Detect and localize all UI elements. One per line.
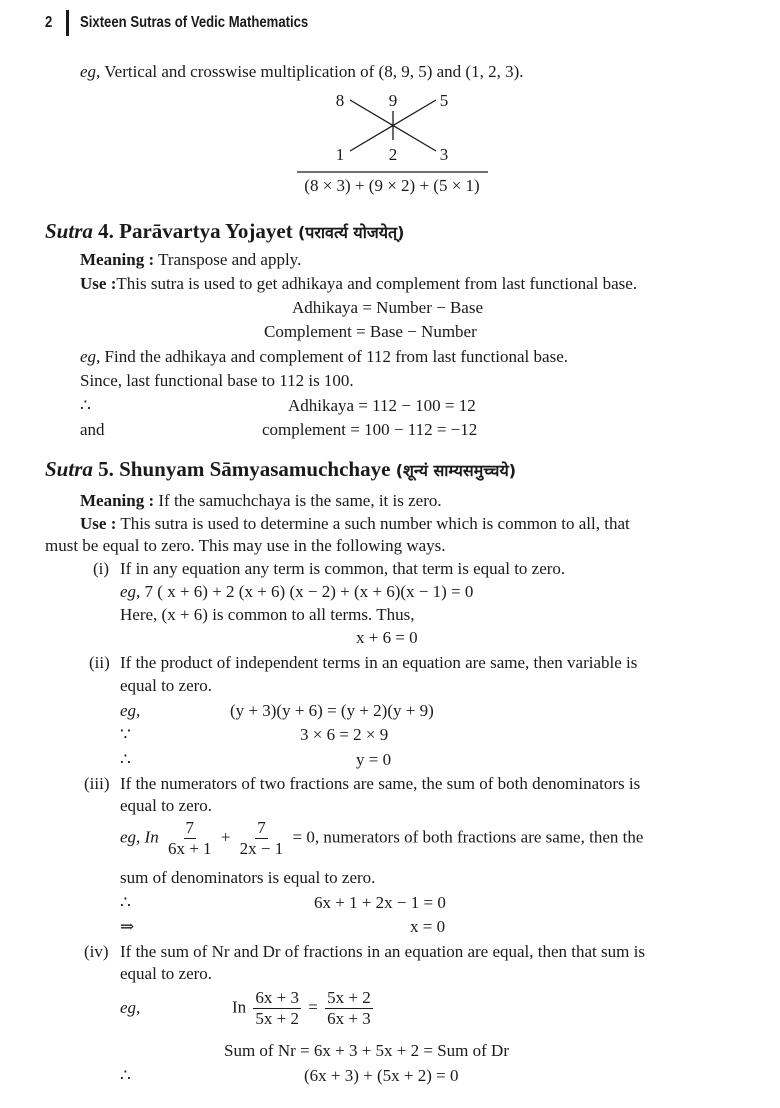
diagram-bottom-1: 1: [335, 145, 345, 164]
and-label: and: [80, 420, 105, 439]
meaning-label: Meaning :: [80, 250, 155, 269]
eg-label: eg,: [120, 582, 141, 601]
meaning-text: Transpose and apply.: [158, 250, 302, 269]
plus-sign: +: [220, 827, 231, 847]
denominator: 6x + 1: [167, 839, 212, 858]
therefore-symbol: ∴: [120, 750, 131, 769]
sutra5-use-cont: must be equal to zero. This may use in the following ways.: [45, 536, 446, 555]
therefore-symbol: ∴: [120, 893, 131, 912]
calc-complement: complement = 100 − 112 = −12: [262, 420, 478, 439]
item-text-cont: equal to zero.: [120, 964, 213, 983]
item-text: If the product of independent terms in an equation are same, then variable is: [120, 653, 638, 672]
item-result: y = 0: [356, 750, 392, 769]
step: 3 × 6 = 2 × 9: [300, 725, 389, 744]
diagram-top-3: 5: [439, 91, 449, 110]
sutra-title: 4. Parāvartya Yojayet: [98, 219, 293, 243]
eg-label: eg,: [120, 701, 141, 720]
sutra5-use: [80, 513, 630, 535]
formula-complement: Complement = Base − Number: [264, 322, 477, 341]
because-symbol: ∵: [120, 725, 131, 744]
example-text: Find the adhikaya and complement of 112 from last functional base.: [104, 347, 568, 366]
sutra5-meaning: [80, 490, 442, 512]
eg-label: eg,: [80, 347, 101, 366]
numerator: 6x + 3: [255, 988, 300, 1007]
item-result: (6x + 3) + (5x + 2) = 0: [304, 1066, 459, 1085]
item-note: Here, (x + 6) is common to all terms. Thus,: [120, 605, 415, 624]
sutra-devanagari: (शून्यं साम्यसमुच्चये): [395, 461, 517, 480]
meaning-label: Meaning :: [80, 491, 155, 510]
fraction: [166, 818, 214, 859]
sutra4-heading: [45, 220, 404, 244]
equals-sign: =: [308, 997, 318, 1017]
use-text: This sutra is used to get adhikaya and complement from last functional base.: [116, 274, 638, 293]
item-example: [120, 818, 643, 859]
item-text: If the sum of Nr and Dr of fractions in an equation are equal, then that sum is: [120, 942, 645, 961]
fraction: [253, 988, 301, 1029]
diagram-result: (8 × 3) + (9 × 2) + (5 × 1): [304, 176, 480, 195]
sum-line: Sum of Nr = 6x + 3 + 5x + 2 = Sum of Dr: [224, 1041, 509, 1060]
sutra4-use: [80, 273, 637, 295]
page-number: 2: [45, 14, 53, 31]
example-text: Vertical and crosswise multiplication of (8, 9, 5) and (1, 2, 3).: [104, 62, 524, 81]
sutra-label: Sutra: [45, 219, 93, 243]
meaning-text: If the samuchchaya is the same, it is zero.: [158, 491, 442, 510]
item-number: (i): [93, 559, 110, 578]
use-text: This sutra is used to determine a such number which is common to all, that: [120, 514, 630, 533]
item-number: (iv): [84, 942, 109, 961]
numerator: 7: [257, 818, 266, 837]
sutra4-example: [80, 346, 568, 368]
diagram-top-2: 9: [388, 91, 398, 110]
item-text: If the numerators of two fractions are same, the sum of both denominators is: [120, 774, 641, 793]
equation: 7 ( x + 6) + 2 (x + 6) (x − 2) + (x + 6)(x − 1) = 0: [144, 582, 474, 601]
denominator: 6x + 3: [327, 1009, 371, 1028]
sutra-title: 5. Shunyam Sāmyasamuchchaye: [98, 457, 391, 481]
equation: (y + 3)(y + 6) = (y + 2)(y + 9): [230, 701, 434, 720]
fraction: [238, 818, 286, 859]
step: 6x + 1 + 2x − 1 = 0: [314, 893, 446, 912]
diagram-bottom-3: 3: [439, 145, 449, 164]
numerator: 7: [185, 818, 195, 837]
sutra-devanagari: (परावर्त्य योजयेत्): [297, 223, 405, 242]
item-number: (iii): [84, 774, 110, 793]
sutra4-meaning: [80, 249, 301, 271]
fraction: [325, 988, 373, 1029]
item-text-cont: equal to zero.: [120, 796, 213, 815]
item-text-line3: sum of denominators is equal to zero.: [120, 868, 376, 887]
eg-label: eg,: [80, 62, 101, 81]
running-title: Sixteen Sutras of Vedic Mathematics: [80, 14, 309, 31]
implies-symbol: ⇒: [120, 917, 135, 936]
formula-adhikaya: Adhikaya = Number − Base: [292, 298, 484, 317]
use-label: Use :: [80, 514, 117, 533]
therefore-symbol: ∴: [80, 396, 91, 415]
sutra5-heading: [45, 458, 516, 482]
diagram-top-1: 8: [335, 91, 345, 110]
sutra4-since: Since, last functional base to 112 is 100.: [80, 371, 354, 390]
eg-label: eg, In: [120, 827, 159, 847]
numerator: 5x + 2: [327, 988, 371, 1007]
item-text-cont: equal to zero.: [120, 676, 213, 695]
item-result: x = 0: [410, 917, 446, 936]
calc-adhikaya: Adhikaya = 112 − 100 = 12: [288, 396, 476, 415]
in-label: In: [232, 997, 247, 1017]
item-number: (ii): [89, 653, 110, 672]
item-result: x + 6 = 0: [356, 628, 418, 647]
item-example: [232, 988, 376, 1029]
denominator: 2x − 1: [239, 839, 284, 858]
denominator: 5x + 2: [255, 1009, 300, 1028]
eg-label: eg,: [120, 998, 141, 1017]
example-tail: = 0, numerators of both fractions are same, then the: [292, 827, 644, 847]
therefore-symbol: ∴: [120, 1066, 131, 1085]
use-label: Use :: [80, 274, 117, 293]
item-example: [120, 581, 473, 603]
sutra-label: Sutra: [45, 457, 93, 481]
item-text: If in any equation any term is common, that term is equal to zero.: [120, 559, 566, 578]
crosswise-diagram: [0, 0, 780, 200]
diagram-bottom-2: 2: [388, 145, 398, 164]
